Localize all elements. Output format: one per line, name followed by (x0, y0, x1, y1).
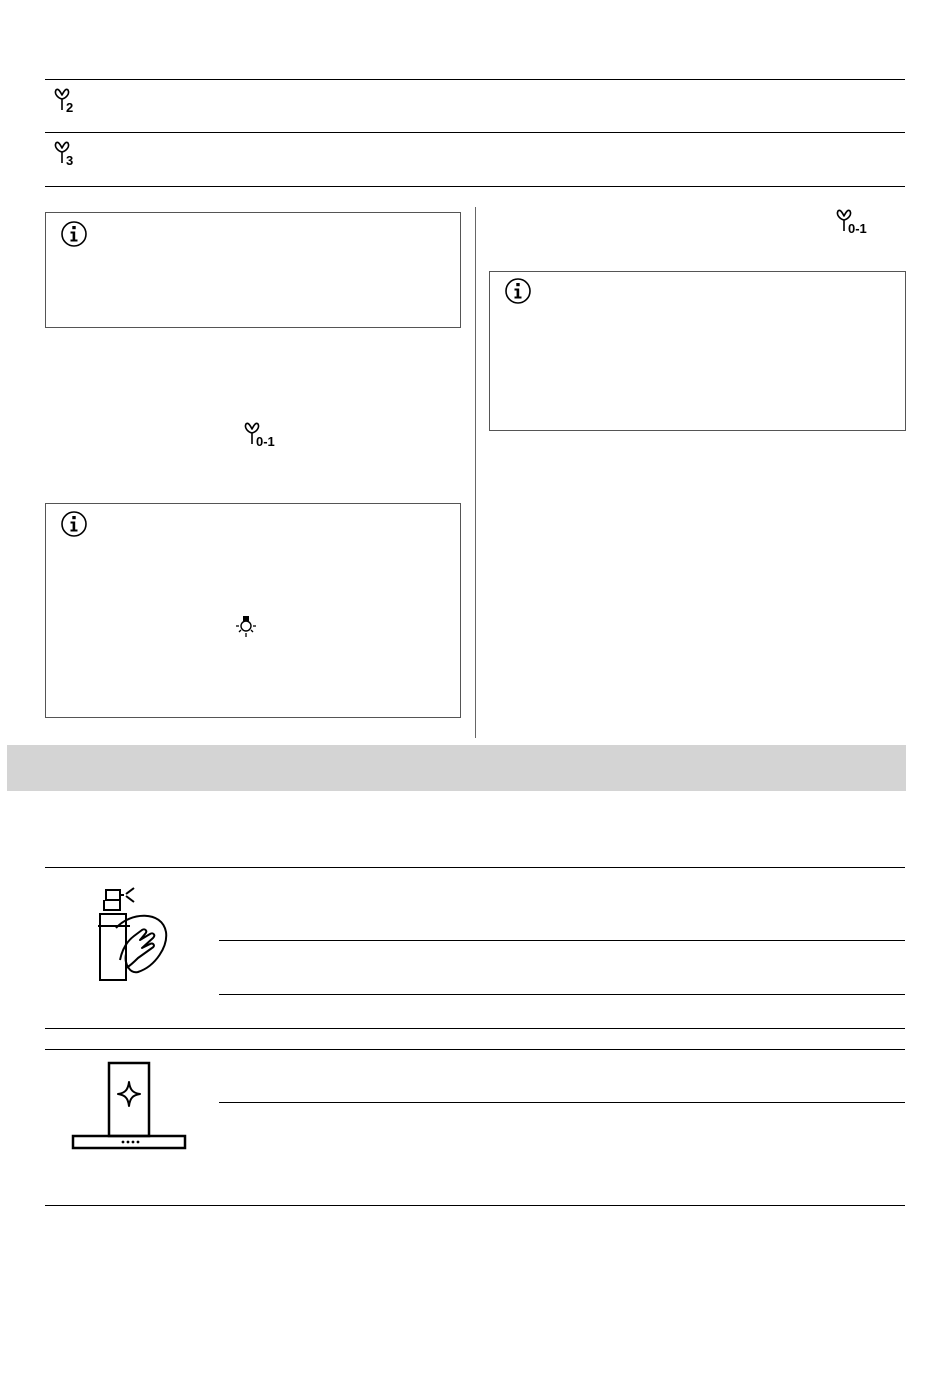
fan-speed-3-label: 3 (66, 153, 74, 168)
table-bottom-rule (45, 186, 905, 187)
care-table-top-rule (45, 867, 905, 868)
care-row-1-subdivider (219, 940, 905, 941)
care-row-divider (45, 1028, 905, 1029)
care-row-2-subdivider (219, 1102, 905, 1103)
info-icon (60, 510, 88, 538)
spray-bottle-cloth-icon (90, 884, 170, 984)
care-row-divider (45, 1049, 905, 1050)
info-box-left-1 (45, 212, 461, 328)
care-row-1-subdivider (219, 994, 905, 995)
info-icon (504, 277, 532, 305)
fan-speed-0-1-icon (832, 207, 882, 237)
column-divider (475, 207, 476, 738)
fan-speed-0-1-icon (240, 420, 290, 450)
fan-speed-3-icon (50, 139, 90, 169)
info-icon (60, 220, 88, 248)
table-row-divider (45, 132, 905, 133)
light-bulb-icon (232, 614, 260, 644)
fan-speed-2-label: 2 (66, 100, 74, 115)
table-top-rule (45, 79, 905, 80)
fan-speed-2-icon (50, 86, 90, 116)
info-box-left-2 (45, 503, 461, 718)
section-header-band (7, 745, 906, 791)
fan-speed-0-1-label: 0-1 (256, 434, 275, 449)
care-table-bottom-rule (45, 1205, 905, 1206)
hood-clean-sparkle-icon (72, 1062, 188, 1152)
fan-speed-0-1-label: 0-1 (848, 221, 867, 236)
info-box-right (489, 271, 906, 431)
